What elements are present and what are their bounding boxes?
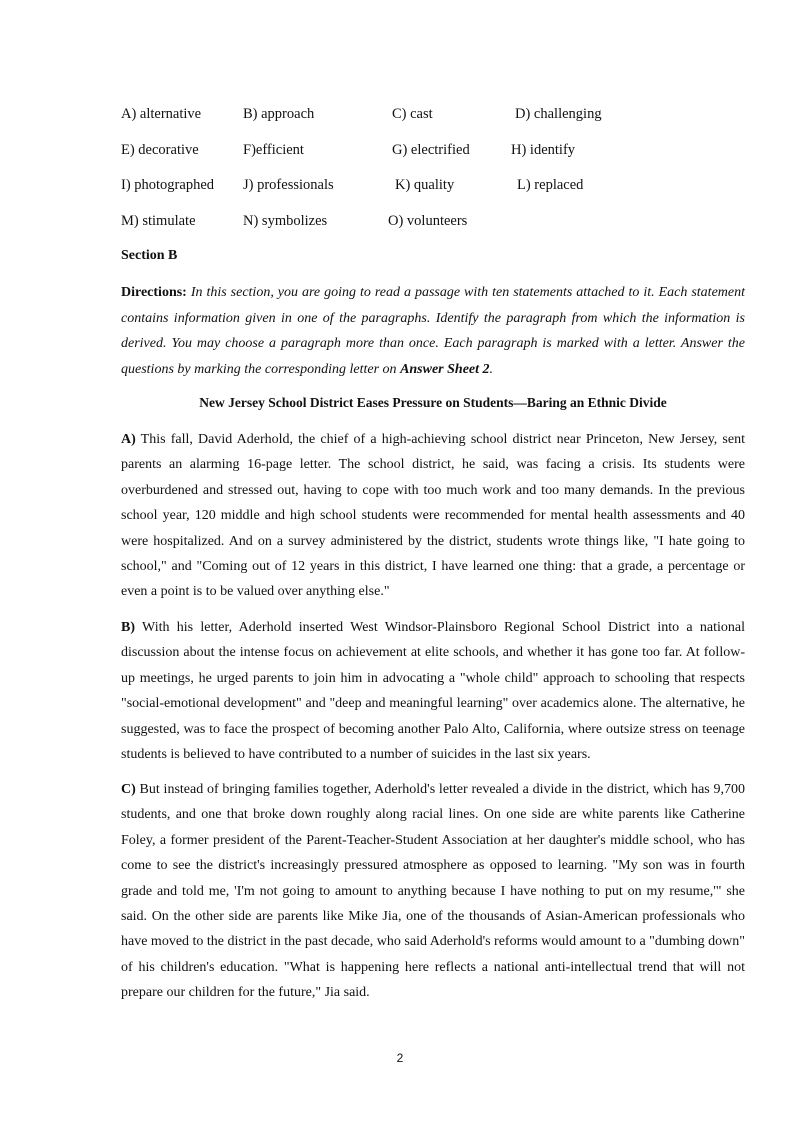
- option-c: C) cast: [392, 106, 433, 122]
- option-e: E) decorative: [121, 142, 199, 158]
- options-row-2: [121, 142, 761, 164]
- paragraph-b: [121, 615, 745, 767]
- paragraph-text: But instead of bringing families together, Aderhold's letter revealed a divide in the district, which has 9,700 students, and one that broke down roughly along racial lines. On one side are white parents like Catherine Foley, a former president of the Parent-Teacher-Student Association at her daughter's middle school, who has come to see the district's increasingly pressured atmosphere as opposed to learning. "My son was in fourth grade and told me, 'I'm not going to amount to anything because I have nothing to put on my resume,'" she said. On the other side are parents like Mike Jia, one of the thousands of Asian-American professionals who have moved to the district in the past decade, who said Aderhold's reforms would amount to a "dumbing down" of his children's education. "What is happening here reflects a national anti-intellectual trend that will not prepare our children for the future," Jia said.: [121, 782, 745, 1001]
- passage-title: New Jersey School District Eases Pressure on Students—Baring an Ethnic Divide: [199, 395, 667, 410]
- answer-sheet-ref: Answer Sheet 2: [400, 361, 490, 377]
- option-i: I) photographed: [121, 177, 215, 193]
- options-row-1: [121, 106, 761, 128]
- option-d: D) challenging: [515, 106, 602, 122]
- directions-label: Directions:: [121, 285, 187, 300]
- option-n: N) symbolizes: [243, 213, 328, 229]
- option-m: M) stimulate: [121, 213, 196, 229]
- paragraph-label: B): [121, 620, 135, 635]
- option-o: O) volunteers: [388, 213, 468, 229]
- option-h: H) identify: [511, 142, 576, 158]
- directions-text: In this section, you are going to read a passage with ten statements attached to it. Each statement contains information given in one of the paragraphs. Identify the paragraph from which the information is derived. You may choose a paragraph more than once. Each paragraph is marked with a letter. Answer the questions by marking the corresponding letter on: [121, 285, 745, 377]
- options-row-3: [121, 177, 761, 199]
- directions-end: .: [489, 361, 494, 377]
- option-g: G) electrified: [392, 142, 470, 158]
- paragraph-c: [121, 777, 745, 1006]
- options-row-4: [121, 213, 761, 235]
- option-l: L) replaced: [517, 177, 584, 193]
- option-j: J) professionals: [243, 177, 334, 193]
- option-b: B) approach: [243, 106, 315, 122]
- paragraph-a: [121, 427, 745, 605]
- paragraph-text: With his letter, Aderhold inserted West Windsor-Plainsboro Regional School District into a national discussion about the intense focus on achievement at elite schools, and whether it has gone too far. At follow-up meetings, he urged parents to join him in advocating a "whole child" approach to schooling that respects "social-emotional development" and "deep and meaningful learning" over academics alone. The alternative, he suggested, was to face the prospect of becoming another Palo Alto, California, where outsize stress on teenage students is believed to have contributed to a number of suicides in the last six years.: [121, 620, 745, 763]
- paragraph-label: C): [121, 782, 136, 797]
- option-k: K) quality: [395, 177, 455, 193]
- directions: [121, 280, 745, 382]
- section-heading: Section B: [121, 248, 178, 263]
- paragraph-label: A): [121, 432, 136, 447]
- option-a: A) alternative: [121, 106, 202, 122]
- page-number: 2: [396, 1051, 404, 1065]
- option-f: F)efficient: [243, 142, 304, 158]
- paragraph-text: This fall, David Aderhold, the chief of a high-achieving school district near Princeton, New Jersey, sent parents an alarming 16-page letter. The school district, he said, was facing a crisis. Its students were overburdened and stressed out, having to cope with too much work and too many demands. In the previous school year, 120 middle and high school students were recommended for mental health assessments and 40 were hospitalized. And on a survey administered by the district, students wrote things like, "I hate going to school," and "Coming out of 12 years in this district, I have learned one thing: that a grade, a percentage or even a point is to be valued over anything else.": [121, 432, 745, 600]
